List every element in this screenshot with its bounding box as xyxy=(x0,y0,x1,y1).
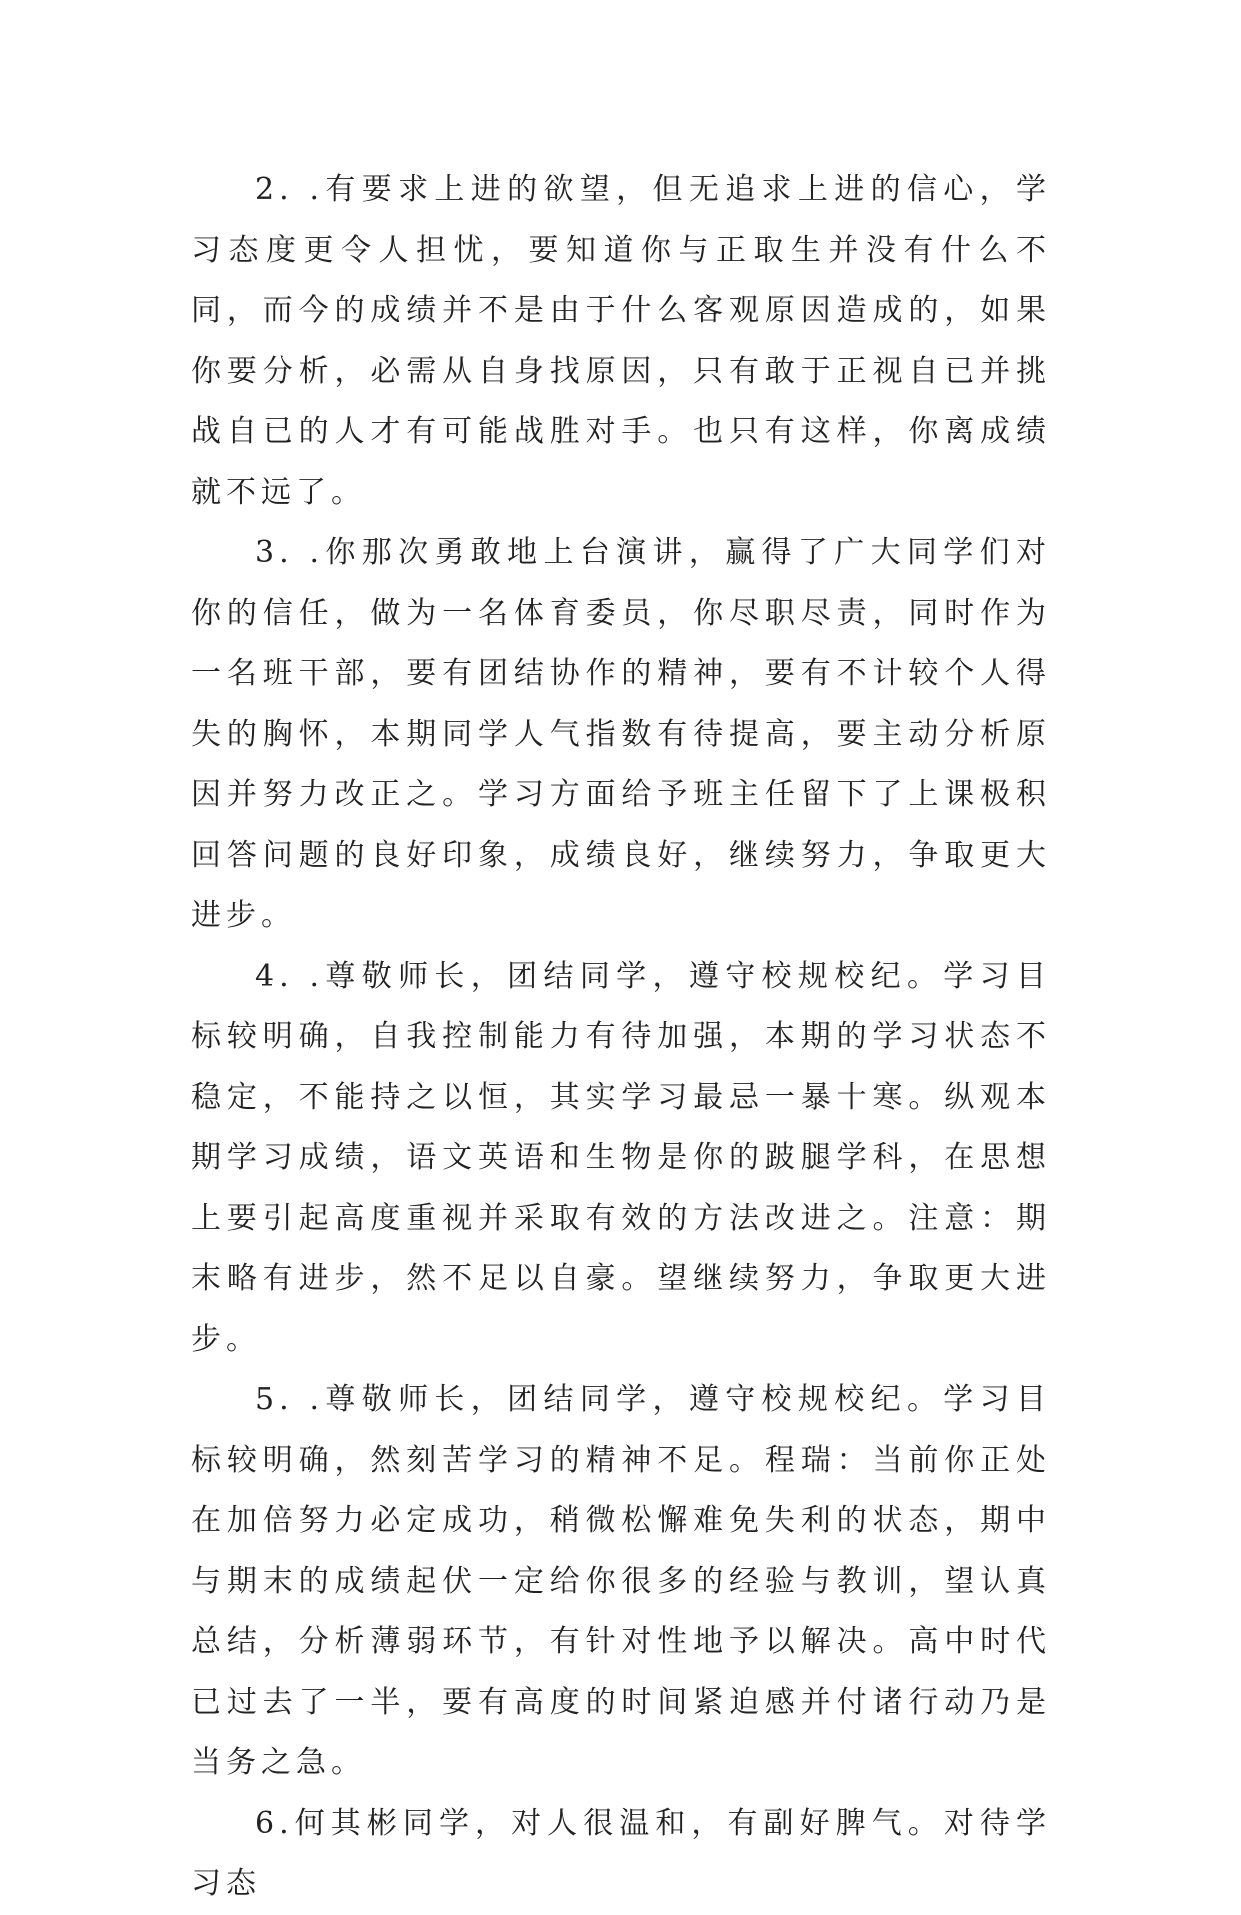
paragraph-6: 6.何其彬同学，对人很温和，有副好脾气。对待学习态 xyxy=(191,1805,1051,1901)
paragraph-4: 4. .尊敬师长，团结同学，遵守校规校纪。学习目标较明确，自我控制能力有待加强，本期的学习状态不稳定，不能持之以恒，其实学习最忌一暴十寒。纵观本期学习成绩，语文英语和生物是你的跛腿学科，在思想上要引起高度重视并采取有效的方法改进之。注意：期末略有进步，然不足以自豪。望继续努力，争取更大进步。 xyxy=(191,958,1051,1357)
document-body xyxy=(191,160,1051,1915)
paragraph-3: 3. .你那次勇敢地上台演讲，赢得了广大同学们对你的信任，做为一名体育委员，你尽职尽责，同时作为一名班干部，要有团结协作的精神，要有不计较个人得失的胸怀，本期同学人气指数有待提高，要主动分析原因并努力改正之。学习方面给予班主任留下了上课极积回答问题的良好印象，成绩良好，继续努力，争取更大进步。 xyxy=(191,535,1051,933)
paragraph-2: 2. .有要求上进的欲望，但无追求上进的信心，学习态度更令人担忧，要知道你与正取生并没有什么不同，而今的成绩并不是由于什么客观原因造成的，如果你要分析，必需从自身找原因，只有敢于正视自已并挑战自已的人才有可能战胜对手。也只有这样，你离成绩就不远了。 xyxy=(191,172,1051,510)
paragraph-5: 5. .尊敬师长，团结同学，遵守校规校纪。学习目标较明确，然刻苦学习的精神不足。程瑞：当前你正处在加倍努力必定成功，稍微松懈难免失利的状态，期中与期末的成绩起伏一定给你很多的经验与教训，望认真总结，分析薄弱环节，有针对性地予以解决。高中时代已过去了一半，要有高度的时间紧迫感并付诸行动乃是当务之急。 xyxy=(191,1382,1051,1780)
